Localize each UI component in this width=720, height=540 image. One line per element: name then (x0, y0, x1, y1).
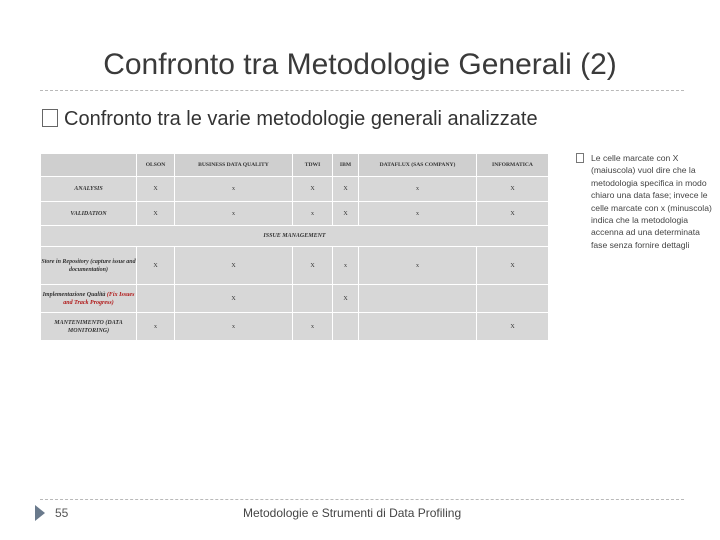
table-cell (359, 285, 477, 313)
table-cell: X (293, 177, 333, 202)
table-cell: X (137, 247, 175, 285)
table-cell: x (359, 247, 477, 285)
table-cell (333, 313, 359, 341)
table-cell: x (137, 313, 175, 341)
table-cell: x (293, 202, 333, 226)
table-row-label: ANALYSIS (41, 177, 137, 202)
table-header-cell: INFORMATICA (477, 154, 549, 177)
table-row-label: VALIDATION (41, 202, 137, 226)
note-bullet-icon (576, 153, 584, 163)
table-cell: X (333, 202, 359, 226)
page-number: 55 (55, 506, 69, 520)
footer-divider (40, 499, 684, 500)
table-row (41, 177, 549, 202)
table-header-cell: IBM (333, 154, 359, 177)
table-row (41, 202, 549, 226)
note-text: Le celle marcate con X (maiuscola) vuol dire che la metodologia specifica in modo chiaro una data fase; invece le celle marcate con x (minuscola) indica che la metodologia accenna ad una determinata fase senza fornire dettagli (591, 153, 712, 250)
table-cell: x (175, 177, 293, 202)
table-cell: x (359, 177, 477, 202)
arrow-icon (35, 505, 45, 521)
row-label-main: Implementazione Qualità (42, 291, 106, 298)
row-label-sub: (capture issue and documentation) (68, 258, 136, 273)
table-cell: X (333, 177, 359, 202)
table-cell: x (333, 247, 359, 285)
table-cell: X (293, 247, 333, 285)
bullet-box-icon (42, 109, 58, 127)
table-header-cell: BUSINESS DATA QUALITY (175, 154, 293, 177)
table-cell: X (477, 202, 549, 226)
table-cell: x (293, 313, 333, 341)
table-cell: X (477, 177, 549, 202)
table-cell: X (333, 285, 359, 313)
slide-title: Confronto tra Metodologie Generali (2) (103, 48, 617, 81)
table-section-row (41, 226, 549, 247)
table-header-cell: TDWI (293, 154, 333, 177)
title-divider (40, 90, 684, 91)
comparison-table (40, 153, 549, 341)
table-header-cell: DATAFLUX (SAS COMPANY) (359, 154, 477, 177)
table-row (41, 313, 549, 341)
table-cell: x (175, 313, 293, 341)
table-cell: X (477, 247, 549, 285)
table-row (41, 285, 549, 313)
table-header-row (41, 154, 549, 177)
legend-note (576, 152, 716, 251)
table-cell: X (137, 202, 175, 226)
section-header-issue-management: ISSUE MANAGEMENT (41, 226, 549, 247)
table-cell (293, 285, 333, 313)
main-bullet-text: Confronto tra le varie metodologie generali analizzate (64, 108, 538, 130)
table-cell (137, 285, 175, 313)
table-row-label (41, 313, 137, 341)
row-label-sub: (DATA MONITORING) (67, 319, 123, 334)
row-label-sub: (Fix Issues and Track Progress) (63, 291, 135, 306)
footer-text: Metodologie e Strumenti di Data Profiling (243, 506, 462, 520)
table-corner-cell (41, 154, 137, 177)
table-cell: x (175, 202, 293, 226)
table-cell (477, 285, 549, 313)
table-cell: X (477, 313, 549, 341)
table-row (41, 247, 549, 285)
table-cell (359, 313, 477, 341)
table-header-cell: OLSON (137, 154, 175, 177)
row-label-main: MANTENIMENTO (54, 319, 104, 326)
table-row-label (41, 285, 137, 313)
table-cell: X (175, 285, 293, 313)
table-cell: X (137, 177, 175, 202)
main-bullet (42, 108, 538, 131)
table-row-label (41, 247, 137, 285)
table-cell: X (175, 247, 293, 285)
table-cell: x (359, 202, 477, 226)
row-label-main: Store in Repository (41, 258, 89, 265)
